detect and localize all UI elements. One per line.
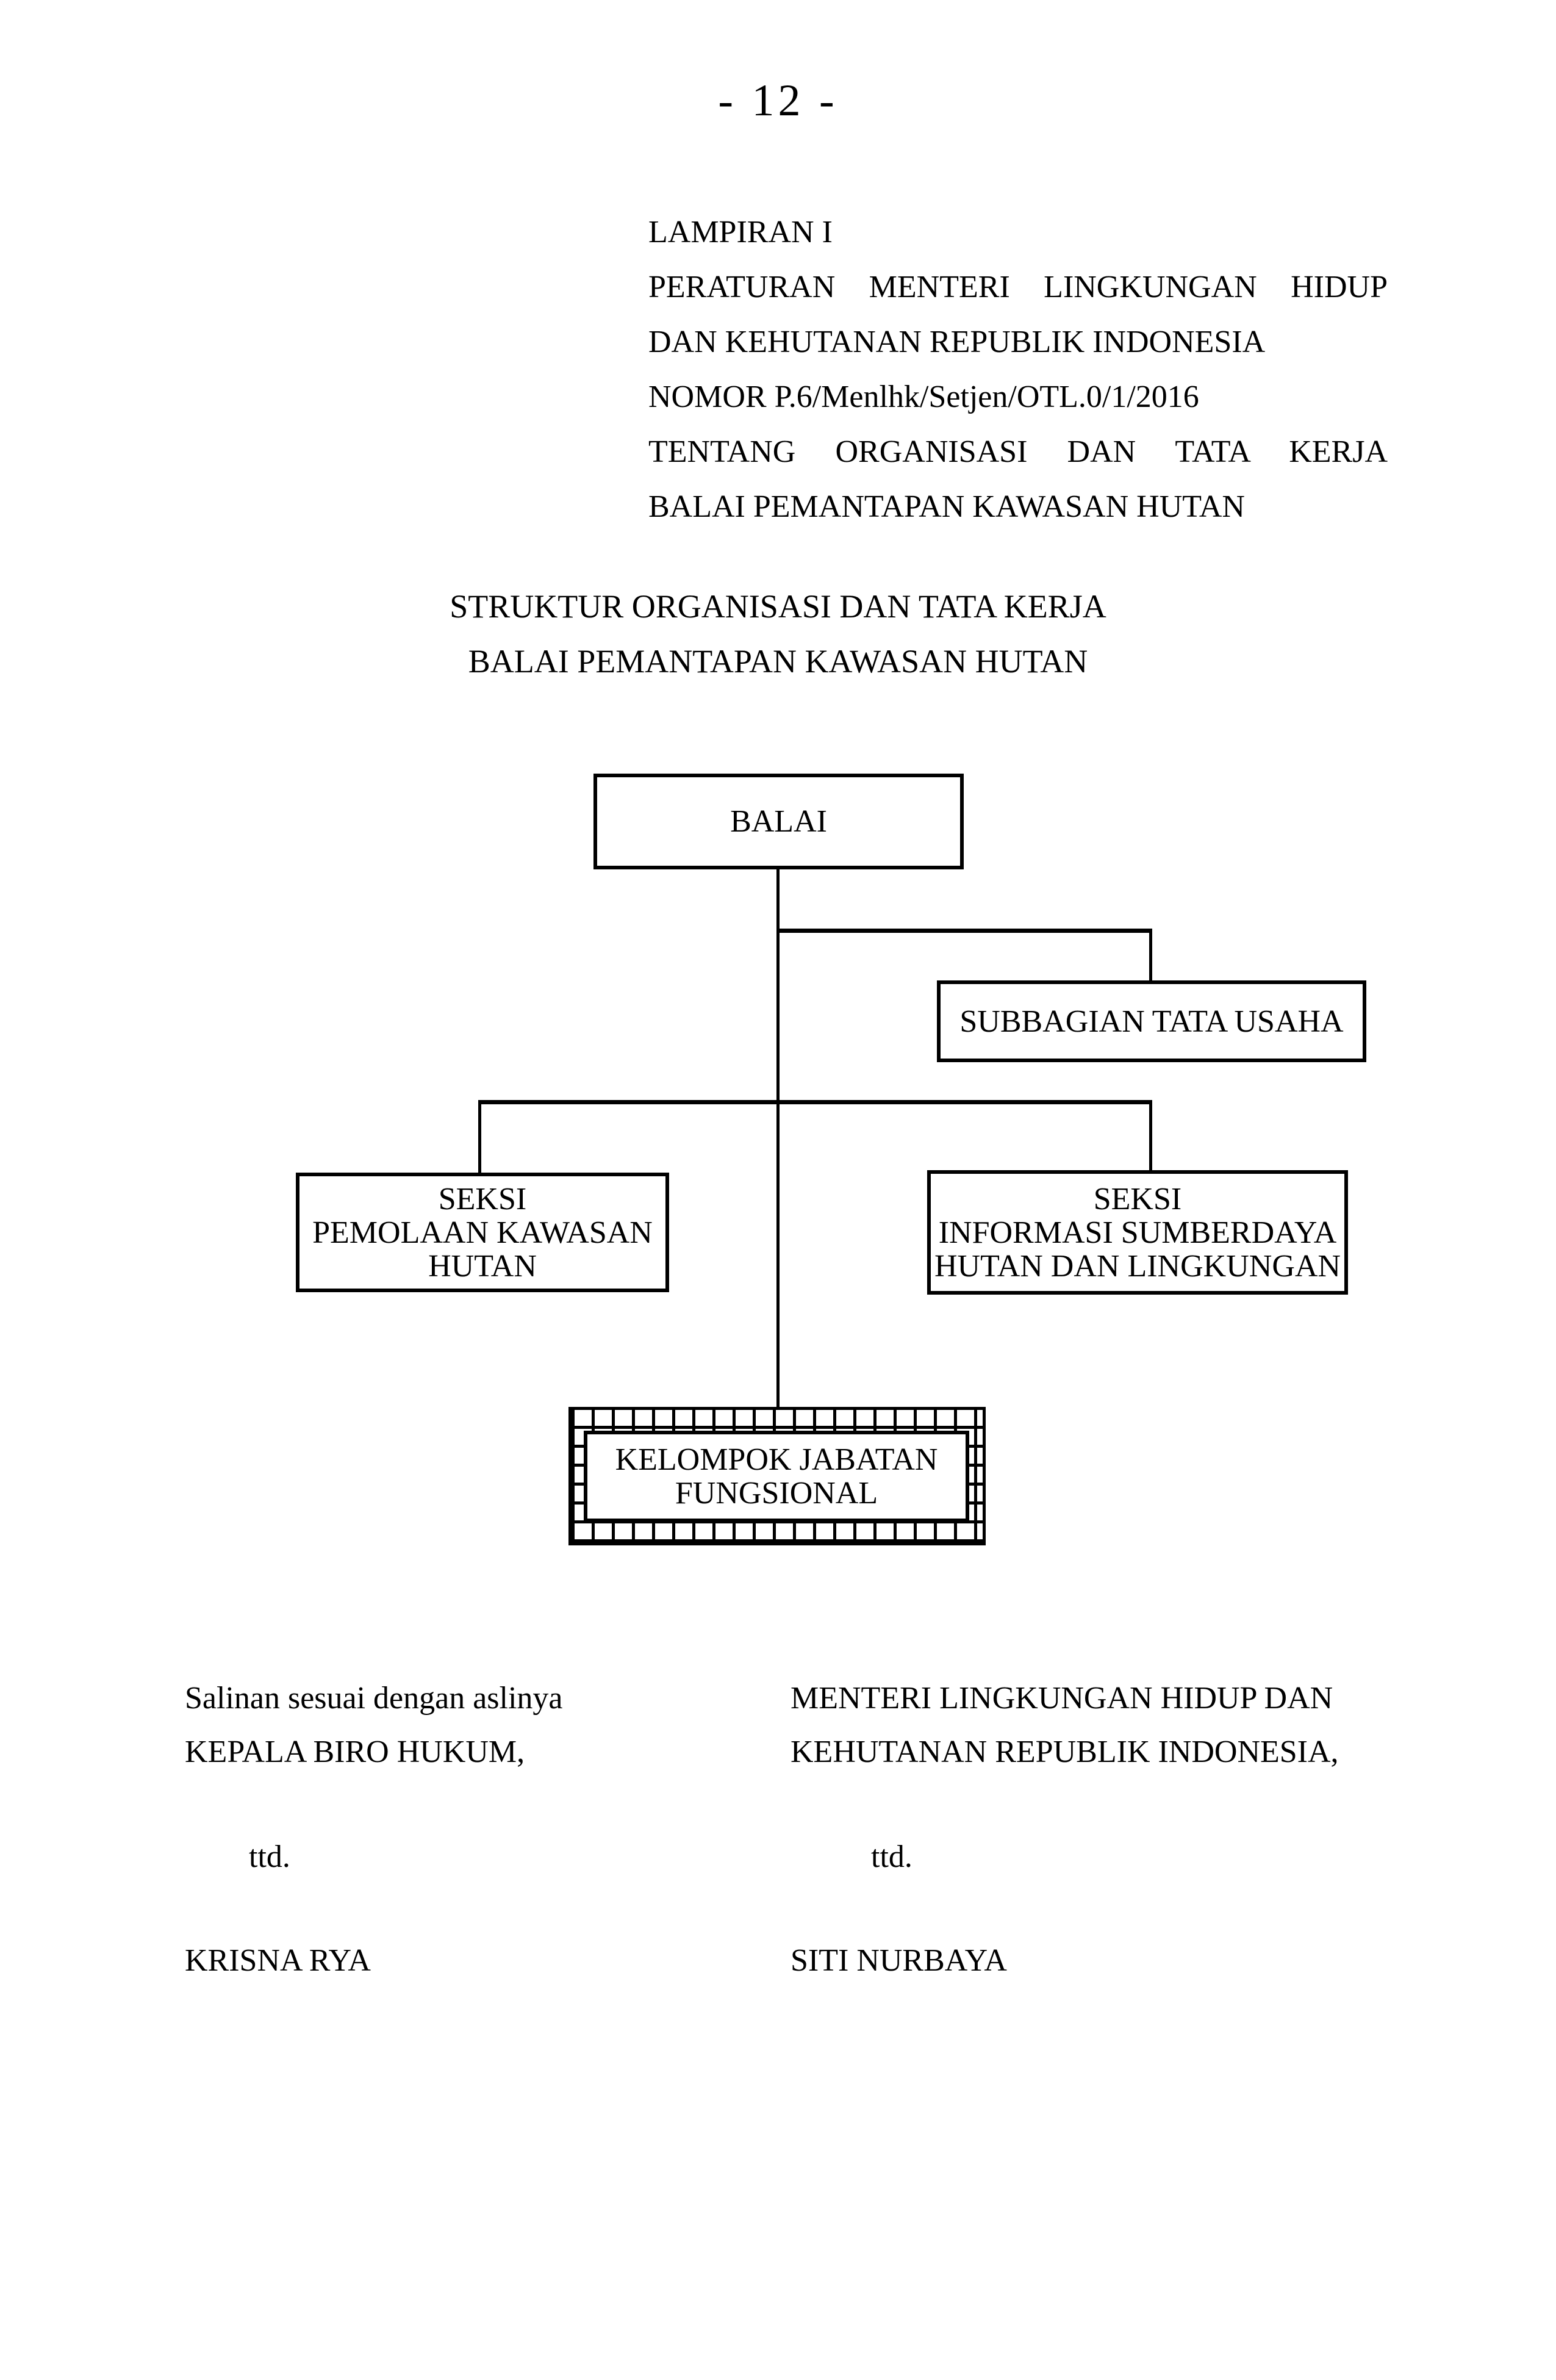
- connector-drop-subbagian: [1149, 929, 1152, 980]
- signature-left-line-1: Salinan sesuai dengan aslinya: [185, 1681, 563, 1716]
- signature-right-ttd: ttd.: [871, 1839, 912, 1874]
- org-box-balai-label: BALAI: [730, 804, 827, 839]
- signature-right-line-1: MENTERI LINGKUNGAN HIDUP DAN: [791, 1681, 1333, 1716]
- org-box-subbagian-tata-usaha: [937, 980, 1366, 1062]
- org-box-seksi-informasi: [927, 1170, 1348, 1295]
- signature-right-line-2: KEHUTANAN REPUBLIK INDONESIA,: [791, 1735, 1339, 1769]
- page-number: - 12 -: [718, 76, 838, 126]
- connector-drop-seksi-pemolaan: [478, 1100, 481, 1173]
- org-box-seksi-pemolaan-line-3: HUTAN: [428, 1248, 537, 1284]
- org-box-seksi-informasi-line-1: SEKSI: [1093, 1181, 1182, 1217]
- lampiran-line-1: LAMPIRAN I: [648, 215, 833, 250]
- org-box-seksi-informasi-line-2: INFORMASI SUMBERDAYA: [938, 1215, 1337, 1250]
- org-box-seksi-pemolaan-line-2: PEMOLAAN KAWASAN: [312, 1215, 653, 1250]
- connector-drop-seksi-informasi: [1149, 1100, 1152, 1174]
- org-box-kelompok-border: [568, 1407, 986, 1545]
- lampiran-header-block: [648, 205, 1388, 534]
- document-title-line-1: STRUKTUR ORGANISASI DAN TATA KERJA: [450, 588, 1106, 625]
- org-box-seksi-pemolaan-line-1: SEKSI: [438, 1181, 527, 1217]
- lampiran-line-2: PERATURAN MENTERI LINGKUNGAN HIDUP: [648, 270, 1388, 304]
- org-box-seksi-informasi-line-3: HUTAN DAN LINGKUNGAN: [934, 1248, 1341, 1284]
- lampiran-line-3: DAN KEHUTANAN REPUBLIK INDONESIA: [648, 325, 1266, 359]
- document-title: [0, 579, 1556, 689]
- connector-branch-seksi: [478, 1100, 1152, 1104]
- signature-left-name: KRISNA RYA: [185, 1943, 371, 1978]
- signature-left-ttd: ttd.: [249, 1839, 290, 1874]
- document-title-line-2: BALAI PEMANTAPAN KAWASAN HUTAN: [468, 643, 1088, 680]
- signature-left-line-2: KEPALA BIRO HUKUM,: [185, 1735, 525, 1769]
- org-box-seksi-pemolaan: [296, 1173, 669, 1292]
- org-box-kelompok-line-2: FUNGSIONAL: [675, 1476, 878, 1511]
- lampiran-line-6: BALAI PEMANTAPAN KAWASAN HUTAN: [648, 489, 1245, 524]
- lampiran-line-5: TENTANG ORGANISASI DAN TATA KERJA: [648, 434, 1388, 469]
- connector-branch-subbagian: [776, 929, 1152, 933]
- signature-right-name: SITI NURBAYA: [791, 1943, 1007, 1978]
- org-box-balai: [593, 774, 964, 869]
- lampiran-line-4: NOMOR P.6/Menlhk/Setjen/OTL.0/1/2016: [648, 379, 1199, 414]
- org-box-kelompok: [584, 1431, 969, 1522]
- connector-balai-vertical: [776, 869, 780, 1407]
- org-box-kelompok-line-1: KELOMPOK JABATAN: [615, 1442, 938, 1477]
- org-box-subbagian-label: SUBBAGIAN TATA USAHA: [959, 1004, 1344, 1039]
